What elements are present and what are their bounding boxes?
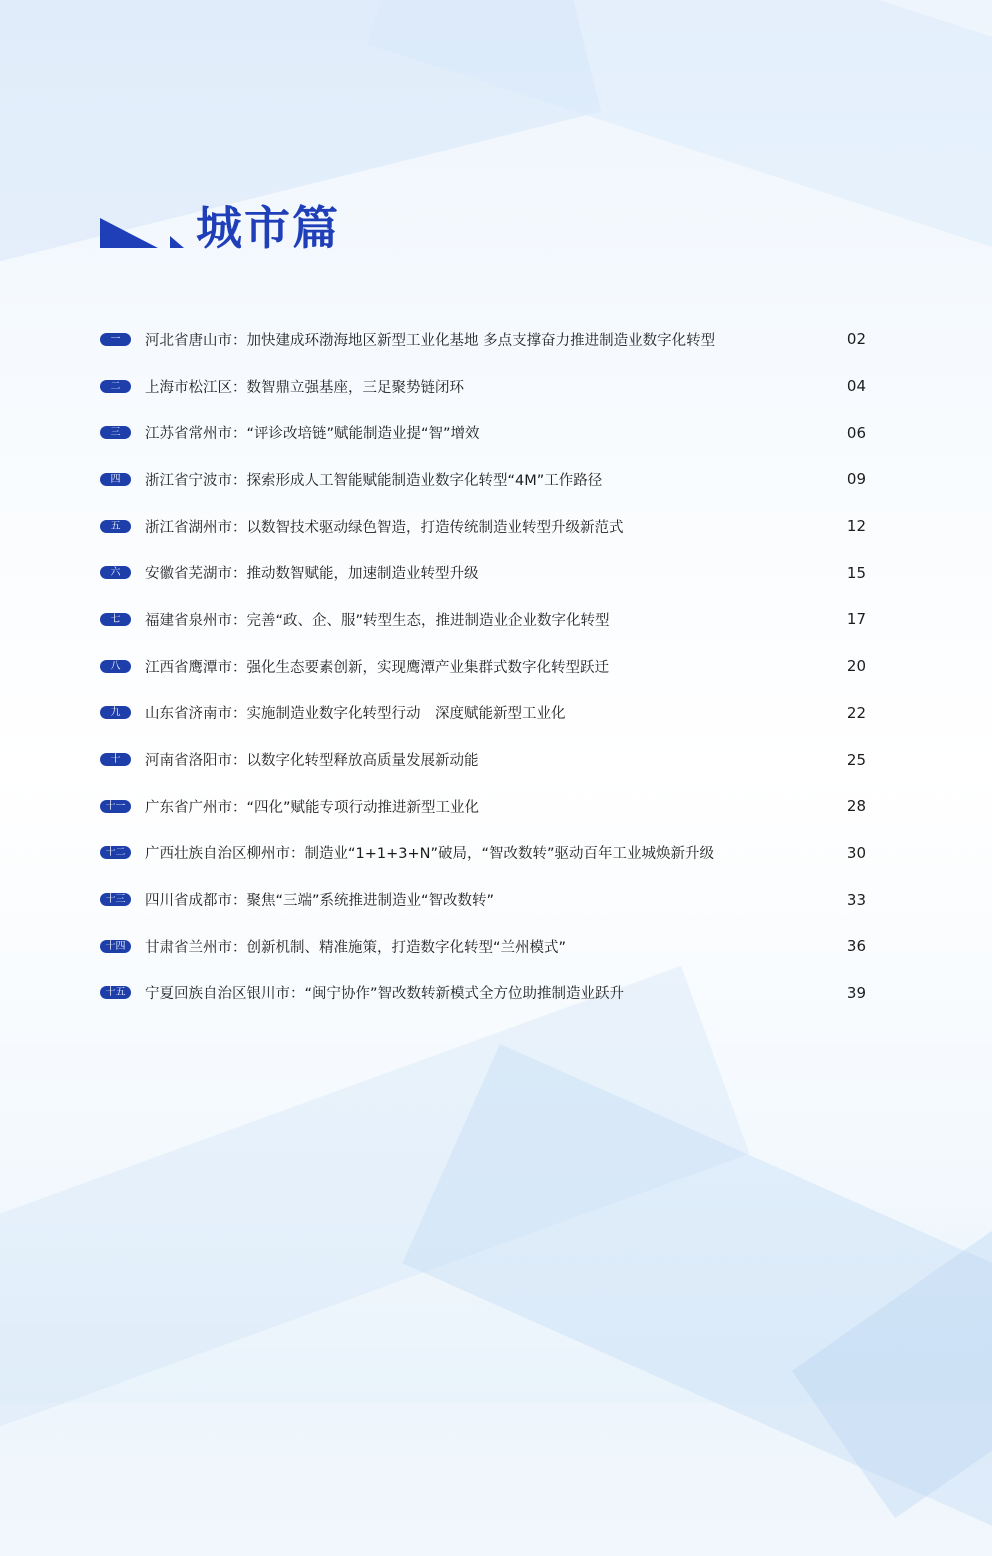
toc-entry[interactable] (100, 923, 866, 970)
chapter-number-badge: 九 (100, 706, 131, 719)
toc-entry[interactable] (100, 643, 866, 690)
background-shape (792, 1222, 992, 1519)
toc-page-number: 25 (846, 750, 866, 769)
toc-entry[interactable] (100, 549, 866, 596)
toc-entry-title: 安徽省芜湖市：推动数智赋能，加速制造业转型升级 (145, 566, 479, 583)
section-title: 城市篇 (196, 201, 340, 255)
toc-entry[interactable] (100, 456, 866, 503)
toc-page-number: 20 (846, 657, 866, 676)
toc-page-number: 39 (846, 983, 866, 1002)
chapter-number-badge: 十三 (100, 893, 131, 906)
toc-entry-title: 浙江省湖州市：以数智技术驱动绿色智造，打造传统制造业转型升级新范式 (145, 519, 624, 536)
chapter-number-badge: 十二 (100, 846, 131, 859)
chapter-number-badge: 三 (100, 426, 131, 439)
toc-entry[interactable] (100, 690, 866, 737)
chapter-number-badge: 一 (100, 333, 131, 346)
background-shape (0, 966, 749, 1434)
chapter-number-badge: 五 (100, 520, 131, 533)
toc-entry[interactable] (100, 316, 866, 363)
toc-entry-title: 宁夏回族自治区银川市：“闽宁协作”智改数转新模式全方位助推制造业跃升 (145, 986, 625, 1003)
toc-entry-title: 广西壮族自治区柳州市：制造业“1+1+3+N”破局，“智改数转”驱动百年工业城焕新升级 (145, 846, 715, 863)
toc-entry-title: 山东省济南市：实施制造业数字化转型行动 深度赋能新型工业化 (145, 706, 566, 723)
toc-page-number: 02 (846, 330, 866, 349)
chapter-number-badge: 十四 (100, 940, 131, 953)
chapter-number-badge: 七 (100, 613, 131, 626)
heading-decoration-icon (100, 218, 186, 250)
toc-entry-title: 福建省泉州市：完善“政、企、服”转型生态，推进制造业企业数字化转型 (145, 612, 610, 629)
table-of-contents (100, 316, 866, 1016)
toc-entry[interactable] (100, 596, 866, 643)
toc-entry-title: 广东省广州市：“四化”赋能专项行动推进新型工业化 (145, 799, 480, 816)
toc-entry-title: 江西省鹰潭市：强化生态要素创新，实现鹰潭产业集群式数字化转型跃迁 (145, 659, 609, 676)
toc-entry-title: 上海市松江区：数智鼎立强基座，三足聚势链闭环 (145, 379, 464, 396)
toc-page-number: 15 (846, 563, 866, 582)
toc-entry[interactable] (100, 503, 866, 550)
toc-page-number: 12 (846, 517, 866, 536)
toc-page-number: 30 (846, 843, 866, 862)
chapter-number-badge: 四 (100, 473, 131, 486)
toc-page-number: 09 (846, 470, 866, 489)
toc-page-number: 06 (846, 423, 866, 442)
background-shape (402, 1044, 992, 1556)
chapter-number-badge: 八 (100, 660, 131, 673)
toc-entry[interactable] (100, 409, 866, 456)
chapter-number-badge: 六 (100, 566, 131, 579)
toc-entry-title: 河南省洛阳市：以数字化转型释放高质量发展新动能 (145, 753, 479, 770)
toc-entry[interactable] (100, 830, 866, 877)
toc-page-number: 36 (846, 937, 866, 956)
toc-entry[interactable] (100, 783, 866, 830)
toc-entry-title: 浙江省宁波市：探索形成人工智能赋能制造业数字化转型“4M”工作路径 (145, 472, 603, 489)
toc-page-number: 28 (846, 797, 866, 816)
toc-entry-title: 河北省唐山市：加快建成环渤海地区新型工业化基地 多点支撑奋力推进制造业数字化转型 (145, 332, 716, 349)
background-shape (367, 0, 992, 266)
toc-entry[interactable] (100, 363, 866, 410)
toc-entry-title: 江苏省常州市：“评诊改培链”赋能制造业提“智”增效 (145, 426, 480, 443)
toc-entry-title: 甘肃省兰州市：创新机制、精准施策，打造数字化转型“兰州模式” (145, 939, 567, 956)
toc-entry[interactable] (100, 970, 866, 1017)
toc-entry[interactable] (100, 876, 866, 923)
chapter-number-badge: 十五 (100, 986, 131, 999)
toc-page-number: 17 (846, 610, 866, 629)
chapter-number-badge: 十一 (100, 800, 131, 813)
toc-page-number: 33 (846, 890, 866, 909)
toc-entry-title: 四川省成都市：聚焦“三端”系统推进制造业“智改数转” (145, 893, 495, 910)
chapter-number-badge: 二 (100, 380, 131, 393)
toc-page-number: 04 (846, 377, 866, 396)
toc-page-number: 22 (846, 703, 866, 722)
toc-entry[interactable] (100, 736, 866, 783)
chapter-number-badge: 十 (100, 753, 131, 766)
